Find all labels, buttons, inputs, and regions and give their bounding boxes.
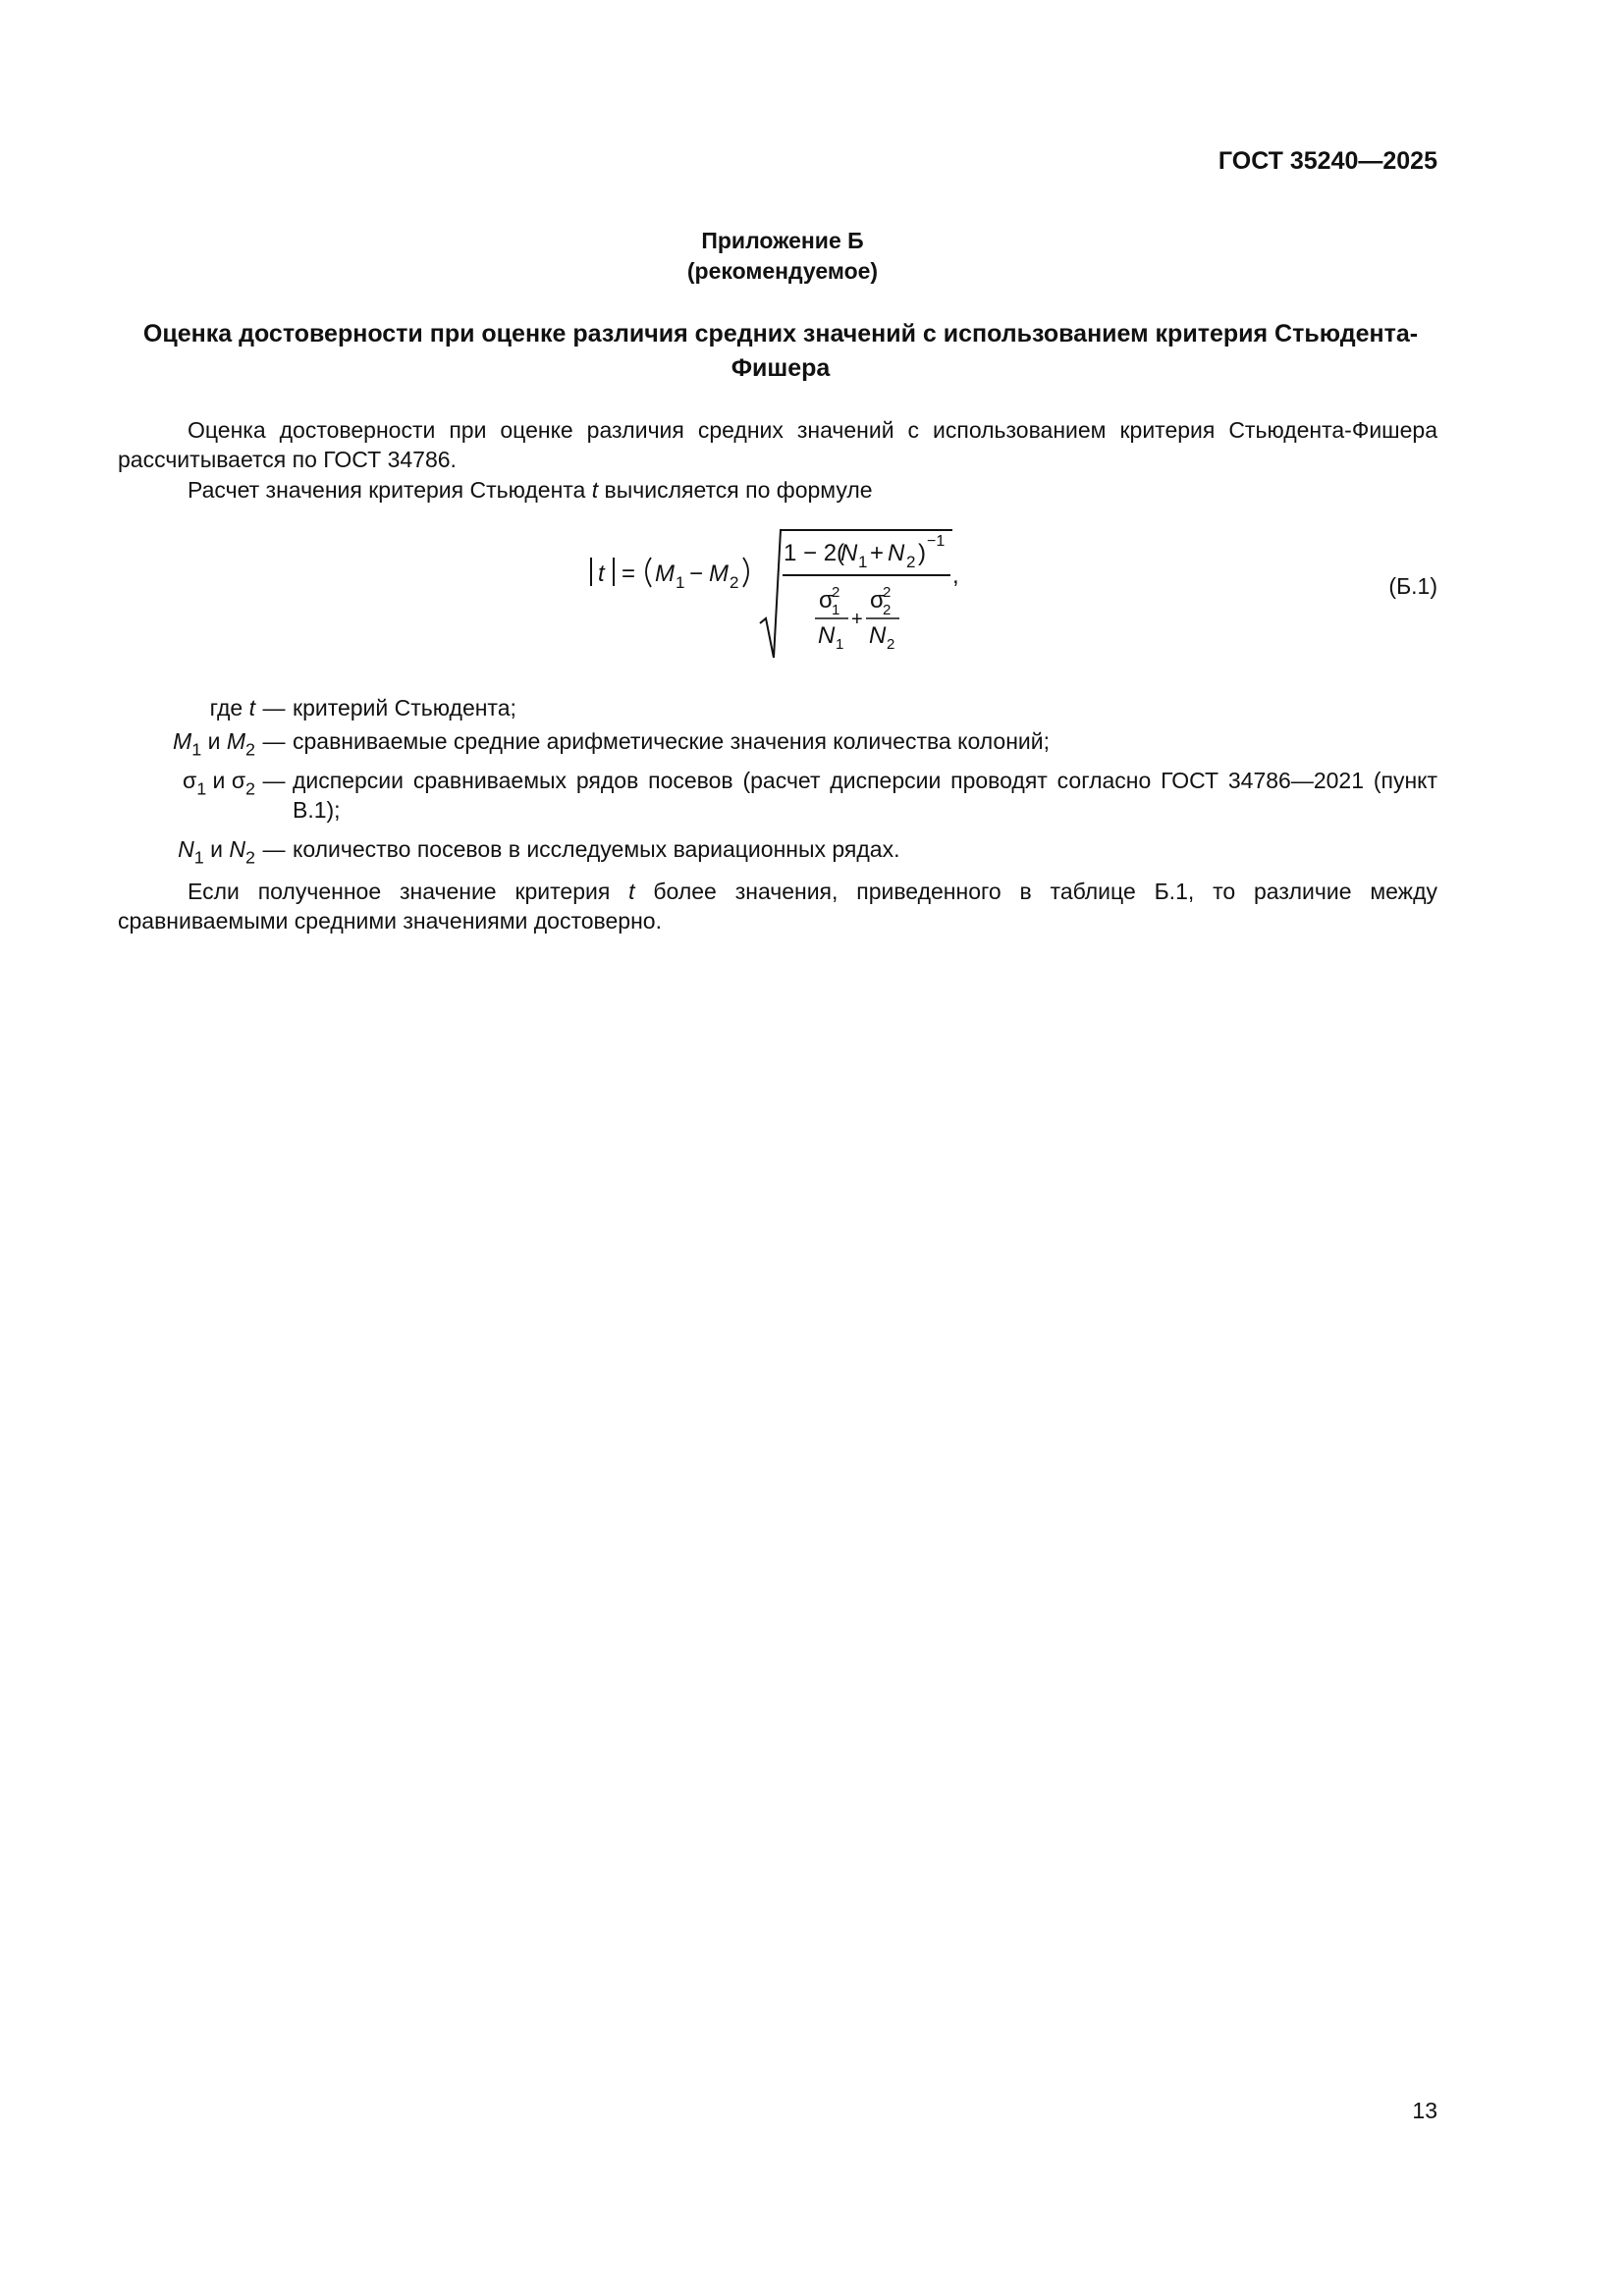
numerator-plus: + (870, 540, 885, 566)
paragraph-conclusion: Если полученное значение критерия t более значения, приведенного в таблице Б.1, то различие между сравниваемыми средними значениями достоверно. (118, 879, 1437, 934)
section-title: Оценка достоверности при оценке различия средних значений с использованием критерия Стьюдента-Фишера (142, 320, 1419, 382)
sigma1-sub: 1 (832, 602, 840, 618)
n1-denominator: N (818, 622, 836, 649)
n1-denominator-sub: 1 (836, 636, 844, 653)
definition-n (118, 834, 1437, 868)
sigma2: σ (870, 587, 885, 614)
appendix-status: (рекомендуемое) (686, 258, 879, 284)
paren-right (743, 558, 748, 587)
n2-denominator: N (869, 622, 887, 649)
appendix-heading (0, 226, 1565, 287)
n1-numerator-sub: 1 (858, 553, 868, 571)
equals-sign: = (622, 561, 636, 587)
m1-symbol: M (655, 561, 675, 587)
definition-text: количество посевов в исследуемых вариационных рядах. (293, 836, 900, 862)
definition-m (118, 726, 1437, 760)
t-symbol: t (598, 561, 605, 587)
definition-text: критерий Стьюдента; (293, 695, 516, 721)
document-code: ГОСТ 35240—2025 (1218, 147, 1437, 175)
m1-subscript: 1 (676, 573, 685, 592)
denominator-plus: + (851, 609, 863, 630)
variable-definitions (118, 693, 1437, 874)
sigma1: σ (819, 587, 834, 614)
appendix-title: Приложение Б (701, 228, 864, 253)
definition-dash: — (262, 695, 286, 721)
numerator-close: ) (918, 540, 926, 566)
paren-left (646, 558, 651, 587)
definition-term: $\sigma_1$ и $\sigma_2$ (182, 768, 255, 799)
definition-dash: — (262, 728, 286, 754)
formula-number: (Б.1) (1388, 573, 1437, 599)
definition-term: $M_1$ и $M_2$ (173, 728, 255, 760)
n2-numerator-sub: 2 (906, 553, 916, 571)
n2-denominator-sub: 2 (887, 636, 895, 653)
sigma2-sub: 2 (883, 602, 892, 618)
student-t-formula (579, 520, 972, 667)
definition-text: дисперсии сравниваемых рядов посевов (расчет дисперсии проводят согласно ГОСТ 34786—2021 (пункт В.1); (293, 768, 1437, 823)
paragraph-intro: Оценка достоверности при оценке различия средних значений с использованием критерия Стьюдента-Фишера рассчитывается по ГОСТ 34786. (118, 417, 1437, 472)
m2-subscript: 2 (730, 573, 739, 592)
definition-term: где t (209, 695, 255, 721)
definition-text: сравниваемые средние арифметические значения количества колоний; (293, 728, 1050, 754)
formula-comma: , (952, 562, 959, 589)
page-number: 13 (1412, 2098, 1437, 2123)
paragraph-formula-intro: Расчет значения критерия Стьюдента t вычисляется по формуле (188, 477, 873, 503)
definition-t (118, 693, 1437, 722)
sigma2-sup: 2 (883, 584, 892, 601)
sigma1-sup: 2 (832, 584, 840, 601)
n1-numerator: N (840, 540, 858, 566)
numerator-lead: 1 − 2( (784, 540, 845, 566)
numerator-exponent: −1 (927, 533, 946, 550)
definition-term: $N_1$ и $N_2$ (178, 836, 255, 868)
minus-sign: − (689, 561, 704, 587)
definition-sigma (118, 766, 1437, 825)
definition-dash: — (262, 768, 286, 793)
n2-numerator: N (888, 540, 905, 566)
definition-dash: — (262, 836, 286, 862)
m2-symbol: M (709, 561, 729, 587)
